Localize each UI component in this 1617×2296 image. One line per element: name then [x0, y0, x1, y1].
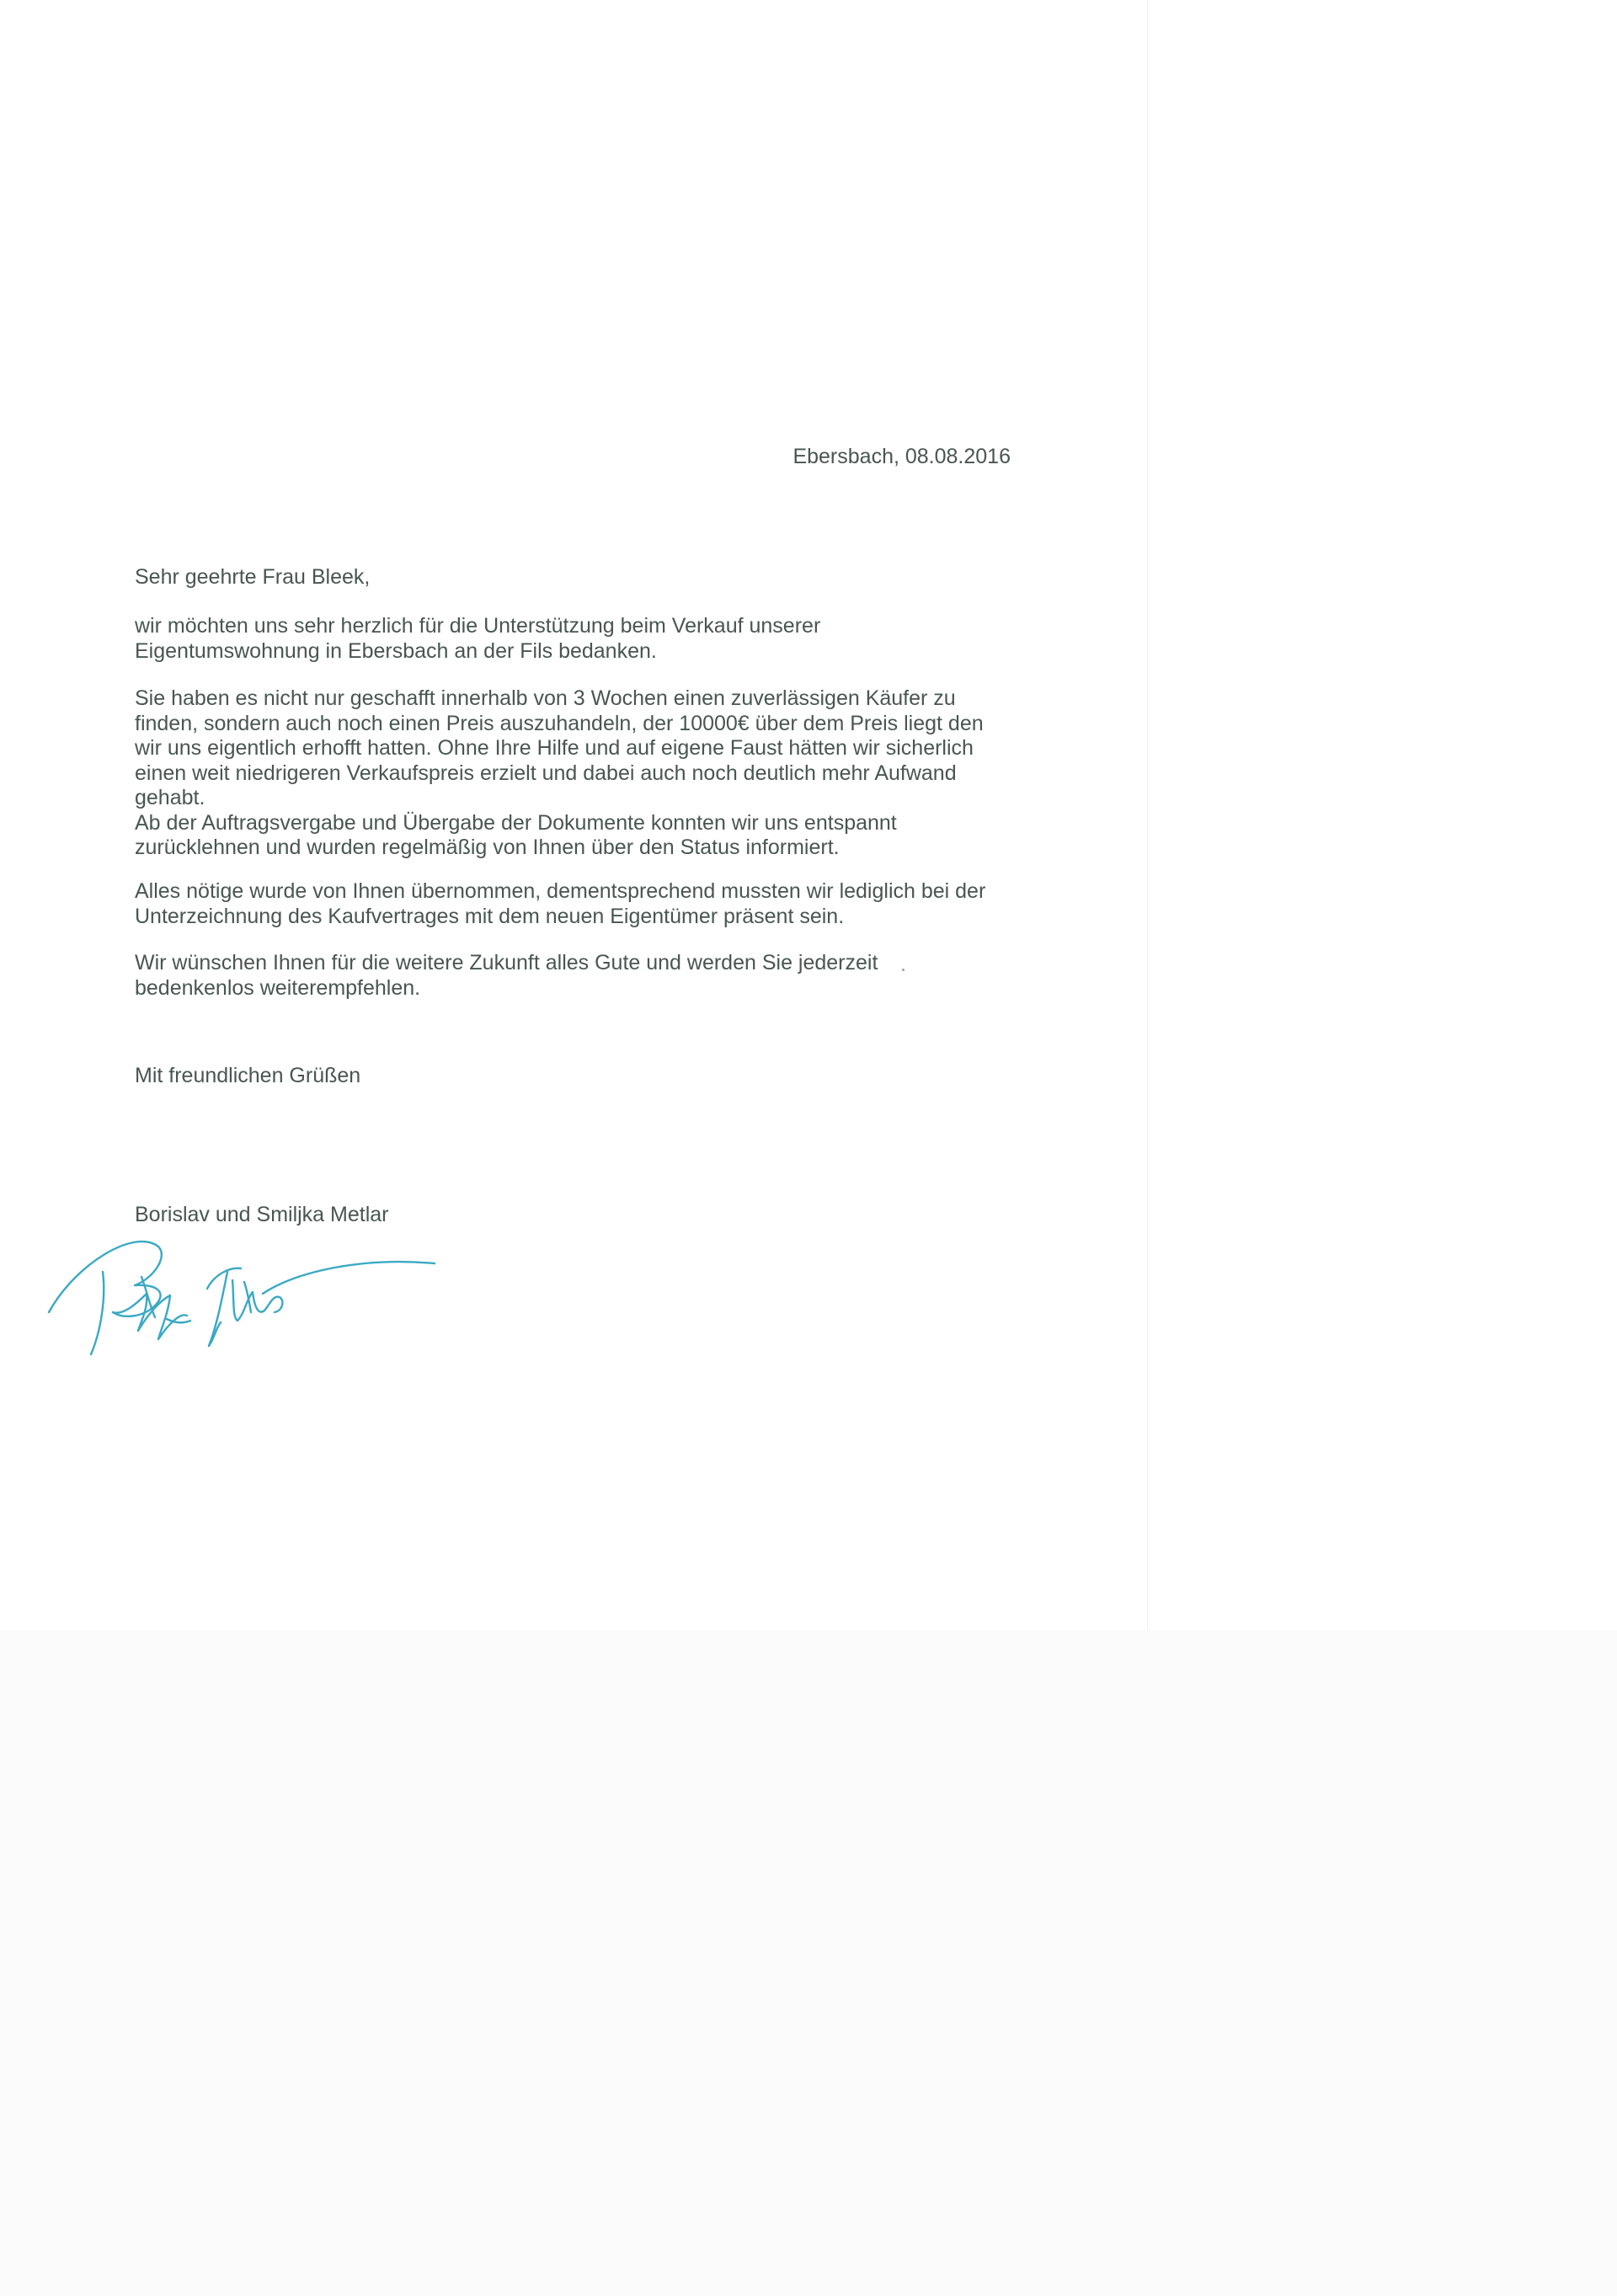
scan-page-edge — [1147, 0, 1148, 1630]
text-line: wir möchten uns sehr herzlich für die Unterstützung beim Verkauf unserer — [135, 614, 821, 638]
body-paragraph-2 — [135, 686, 1027, 861]
scan-background-lower — [0, 1630, 1617, 2296]
text-line: einen weit niedrigeren Verkaufspreis erzielt und dabei auch noch deutlich mehr Aufwand — [135, 761, 957, 785]
text-line: bedenkenlos weiterempfehlen. — [135, 975, 421, 1000]
text-line: Ab der Auftragsvergabe und Übergabe der Dokumente konnten wir uns entspannt — [135, 810, 897, 835]
signer-names: Borislav und Smiljka Metlar — [135, 1203, 389, 1226]
body-paragraph-3 — [135, 879, 1027, 929]
text-line: Alles nötige wurde von Ihnen übernommen, dementsprechend mussten wir lediglich bei der — [135, 879, 986, 903]
body-paragraph-4 — [135, 951, 1027, 1001]
date-line: Ebersbach, 08.08.2016 — [792, 445, 1011, 468]
closing-phrase: Mit freundlichen Grüßen — [135, 1064, 361, 1087]
salutation: Sehr geehrte Frau Bleek, — [135, 565, 371, 589]
scan-speck — [902, 969, 905, 971]
text-line: gehabt. — [135, 786, 205, 809]
body-paragraph-1 — [135, 614, 1027, 664]
text-line: Eigentumswohnung in Ebersbach an der Fils bedanken. — [135, 638, 657, 663]
text-line: finden, sondern auch noch einen Preis auszuhandeln, der 10000€ über dem Preis liegt den — [135, 711, 984, 735]
text-line: Sie haben es nicht nur geschafft innerhalb von 3 Wochen einen zuverlässigen Käufer zu — [135, 686, 956, 710]
handwritten-signature — [42, 1213, 446, 1373]
text-line: Unterzeichnung des Kaufvertrages mit dem neuen Eigentümer präsent sein. — [135, 904, 845, 928]
text-line: zurücklehnen und wurden regelmäßig von Ihnen über den Status informiert. — [135, 836, 840, 859]
text-line: Wir wünschen Ihnen für die weitere Zukunft alles Gute und werden Sie jederzeit — [135, 951, 878, 974]
text-line: wir uns eigentlich erhofft hatten. Ohne Ihre Hilfe und auf eigene Faust hätten wir sicherlich — [135, 736, 974, 760]
